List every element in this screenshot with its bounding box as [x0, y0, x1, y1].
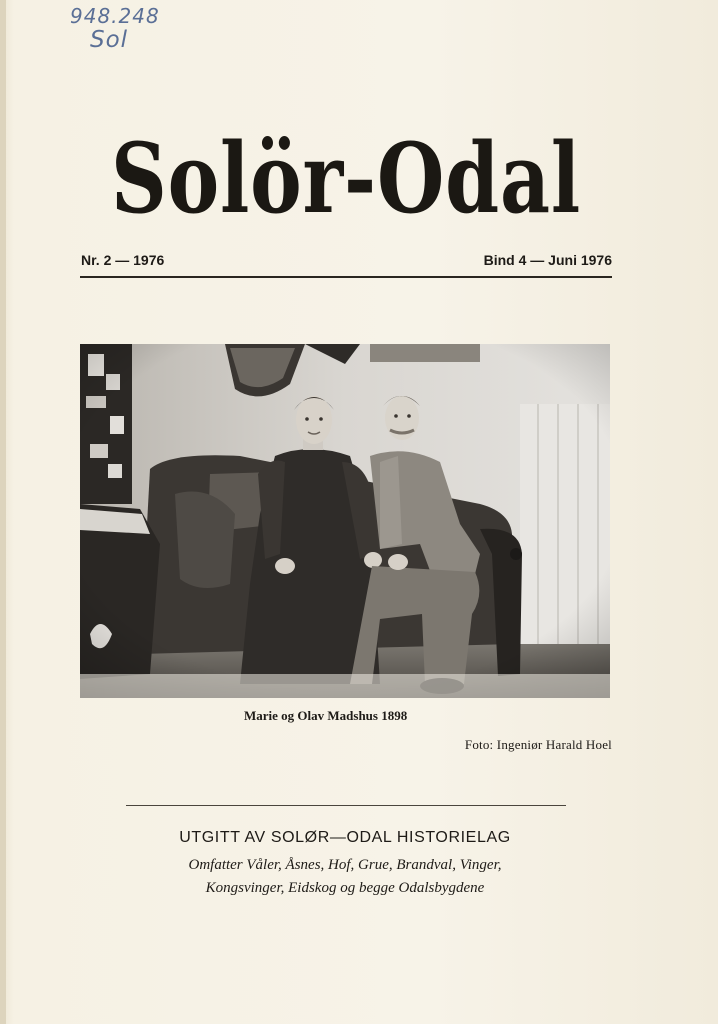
handwritten-shelfmark: [70, 4, 210, 52]
issue-number: Nr. 2 — 1976: [81, 252, 165, 268]
masthead-rule: [80, 276, 612, 278]
shelfmark-line-1: 948.248: [70, 4, 160, 28]
masthead-title-text: Solör-Odal: [111, 122, 581, 235]
photo-couple-illustration: [80, 344, 610, 698]
photo-credit: Foto: Ingeniør Harald Hoel: [464, 737, 612, 752]
publisher-line: UTGITT AV SOLØR—ODAL HISTORIELAG: [179, 829, 511, 846]
shelfmark-line-2: Sol: [90, 27, 129, 53]
masthead: [80, 100, 612, 246]
photo-caption: Marie og Olav Madshus 1898: [244, 708, 408, 723]
coverage-line-1: Omfatter Våler, Åsnes, Hof, Grue, Brandval, Vinger,: [188, 857, 502, 873]
footer-rule: [126, 805, 566, 806]
coverage-line-2: Kongsvinger, Eidskog og begge Odalsbygdene: [205, 880, 485, 896]
volume-date: Bind 4 — Juni 1976: [483, 252, 612, 268]
cover-photo: [80, 344, 610, 698]
masthead-title: [80, 100, 612, 246]
